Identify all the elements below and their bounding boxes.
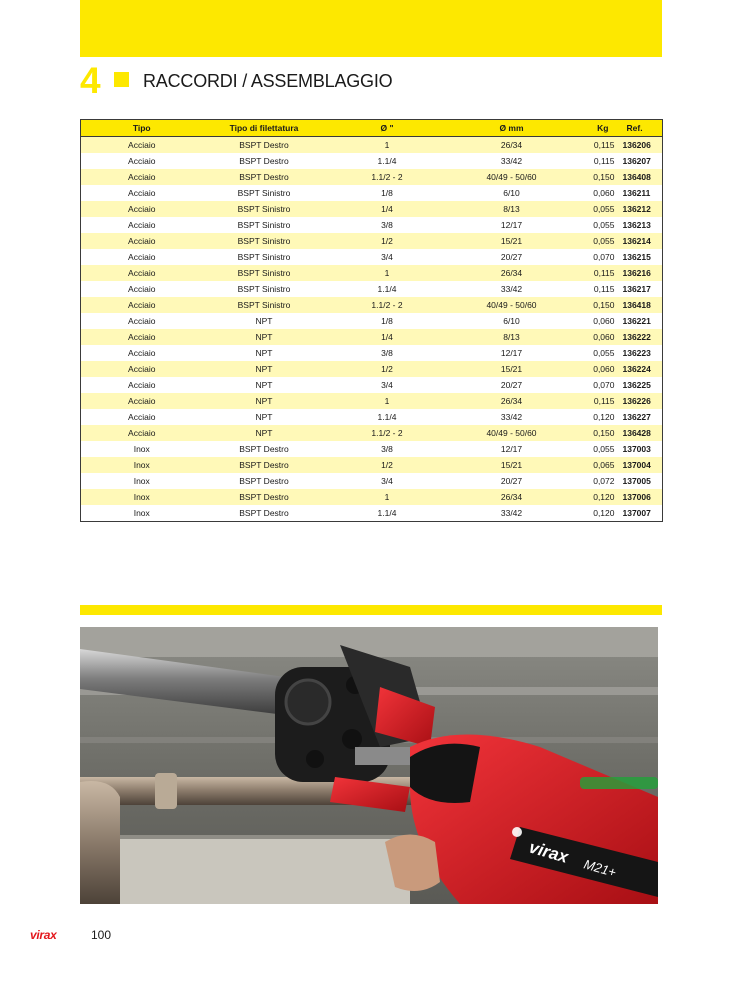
- cell-ref: 136225: [619, 377, 663, 393]
- col-header-diameter-inch: Ø ": [326, 120, 449, 137]
- cell-kg: 0,150: [575, 425, 619, 441]
- table-row: [81, 505, 663, 522]
- cell-diam-inch: 1/2: [326, 233, 449, 249]
- cell-filettatura: BSPT Destro: [203, 473, 326, 489]
- cell-diam-inch: 1.1/4: [326, 281, 449, 297]
- cell-kg: 0,120: [575, 505, 619, 522]
- cell-ref: 136214: [619, 233, 663, 249]
- cell-diam-mm: 40/49 - 50/60: [449, 297, 575, 313]
- cell-filettatura: BSPT Sinistro: [203, 281, 326, 297]
- cell-diam-inch: 1/8: [326, 313, 449, 329]
- cell-filettatura: NPT: [203, 377, 326, 393]
- cell-ref: 137006: [619, 489, 663, 505]
- virax-logo: virax: [30, 928, 57, 942]
- cell-tipo: Inox: [81, 457, 203, 473]
- cell-filettatura: NPT: [203, 361, 326, 377]
- table-row: [81, 425, 663, 441]
- cell-kg: 0,060: [575, 361, 619, 377]
- cell-ref: 136206: [619, 137, 663, 154]
- col-header-filettatura: Tipo di filettatura: [203, 120, 326, 137]
- cell-tipo: Acciaio: [81, 425, 203, 441]
- table-header-row: [81, 120, 663, 137]
- table-row: [81, 329, 663, 345]
- table-row: [81, 137, 663, 154]
- table-row: [81, 393, 663, 409]
- cell-tipo: Acciaio: [81, 297, 203, 313]
- cell-diam-mm: 15/21: [449, 361, 575, 377]
- cell-filettatura: BSPT Destro: [203, 169, 326, 185]
- cell-kg: 0,115: [575, 393, 619, 409]
- cell-diam-inch: 1/4: [326, 329, 449, 345]
- cell-tipo: Acciaio: [81, 377, 203, 393]
- cell-kg: 0,055: [575, 441, 619, 457]
- table-body: [81, 137, 663, 522]
- cell-filettatura: NPT: [203, 425, 326, 441]
- cell-kg: 0,072: [575, 473, 619, 489]
- cell-diam-inch: 3/4: [326, 473, 449, 489]
- cell-tipo: Acciaio: [81, 393, 203, 409]
- table-row: [81, 457, 663, 473]
- col-header-kg: Kg: [575, 120, 619, 137]
- fittings-table-container: [80, 119, 662, 522]
- table-row: [81, 377, 663, 393]
- table-row: [81, 345, 663, 361]
- cell-ref: 136222: [619, 329, 663, 345]
- cell-ref: 136227: [619, 409, 663, 425]
- cell-kg: 0,115: [575, 281, 619, 297]
- cell-kg: 0,065: [575, 457, 619, 473]
- cell-diam-mm: 40/49 - 50/60: [449, 169, 575, 185]
- cell-diam-mm: 26/34: [449, 137, 575, 154]
- cell-ref: 137004: [619, 457, 663, 473]
- table-row: [81, 201, 663, 217]
- mid-yellow-band: [80, 605, 662, 615]
- cell-kg: 0,115: [575, 153, 619, 169]
- cell-diam-inch: 3/4: [326, 377, 449, 393]
- cell-tipo: Acciaio: [81, 265, 203, 281]
- section-title: RACCORDI / ASSEMBLAGGIO: [143, 71, 393, 91]
- col-header-diameter-mm: Ø mm: [449, 120, 575, 137]
- cell-diam-mm: 8/13: [449, 329, 575, 345]
- cell-filettatura: BSPT Destro: [203, 457, 326, 473]
- cell-diam-mm: 33/42: [449, 153, 575, 169]
- cell-tipo: Inox: [81, 489, 203, 505]
- table-row: [81, 169, 663, 185]
- cell-diam-inch: 1/4: [326, 201, 449, 217]
- section-bullet-square: [114, 72, 129, 87]
- cell-diam-inch: 1/8: [326, 185, 449, 201]
- cell-filettatura: BSPT Destro: [203, 441, 326, 457]
- cell-diam-inch: 1.1/2 - 2: [326, 297, 449, 313]
- cell-diam-mm: 33/42: [449, 505, 575, 522]
- fittings-table: [80, 119, 663, 522]
- cell-ref: 136226: [619, 393, 663, 409]
- cell-diam-inch: 1/2: [326, 457, 449, 473]
- cell-diam-mm: 6/10: [449, 185, 575, 201]
- cell-tipo: Acciaio: [81, 313, 203, 329]
- cell-tipo: Acciaio: [81, 409, 203, 425]
- cell-diam-mm: 6/10: [449, 313, 575, 329]
- col-header-tipo: Tipo: [81, 120, 203, 137]
- cell-diam-inch: 1: [326, 489, 449, 505]
- table-row: [81, 473, 663, 489]
- table-row: [81, 185, 663, 201]
- cell-kg: 0,060: [575, 313, 619, 329]
- table-row: [81, 489, 663, 505]
- cell-ref: 136211: [619, 185, 663, 201]
- cell-filettatura: NPT: [203, 393, 326, 409]
- cell-tipo: Acciaio: [81, 137, 203, 154]
- cell-tipo: Acciaio: [81, 345, 203, 361]
- table-row: [81, 441, 663, 457]
- cell-diam-inch: 1.1/4: [326, 409, 449, 425]
- cell-diam-mm: 20/27: [449, 473, 575, 489]
- cell-ref: 136213: [619, 217, 663, 233]
- cell-diam-inch: 1: [326, 137, 449, 154]
- cell-tipo: Acciaio: [81, 249, 203, 265]
- cell-kg: 0,070: [575, 249, 619, 265]
- cell-kg: 0,115: [575, 265, 619, 281]
- cell-filettatura: BSPT Sinistro: [203, 249, 326, 265]
- cell-filettatura: NPT: [203, 345, 326, 361]
- cell-ref: 137005: [619, 473, 663, 489]
- product-photo-press-tool: [80, 627, 658, 904]
- cell-filettatura: BSPT Destro: [203, 137, 326, 154]
- table-row: [81, 313, 663, 329]
- cell-tipo: Acciaio: [81, 169, 203, 185]
- cell-diam-mm: 26/34: [449, 265, 575, 281]
- table-row: [81, 233, 663, 249]
- cell-diam-inch: 1.1/2 - 2: [326, 169, 449, 185]
- cell-diam-inch: 3/8: [326, 217, 449, 233]
- cell-diam-mm: 12/17: [449, 345, 575, 361]
- table-row: [81, 265, 663, 281]
- table-row: [81, 281, 663, 297]
- cell-kg: 0,055: [575, 345, 619, 361]
- cell-ref: 136215: [619, 249, 663, 265]
- cell-filettatura: BSPT Sinistro: [203, 201, 326, 217]
- cell-kg: 0,115: [575, 137, 619, 154]
- cell-diam-mm: 20/27: [449, 377, 575, 393]
- cell-filettatura: BSPT Sinistro: [203, 185, 326, 201]
- cell-filettatura: NPT: [203, 329, 326, 345]
- cell-diam-inch: 1: [326, 265, 449, 281]
- cell-tipo: Acciaio: [81, 185, 203, 201]
- cell-filettatura: BSPT Sinistro: [203, 233, 326, 249]
- cell-kg: 0,070: [575, 377, 619, 393]
- cell-tipo: Inox: [81, 505, 203, 522]
- cell-diam-mm: 15/21: [449, 457, 575, 473]
- cell-tipo: Acciaio: [81, 217, 203, 233]
- cell-tipo: Acciaio: [81, 153, 203, 169]
- cell-diam-mm: 12/17: [449, 217, 575, 233]
- top-yellow-band: [80, 0, 662, 57]
- cell-kg: 0,060: [575, 185, 619, 201]
- cell-diam-inch: 3/4: [326, 249, 449, 265]
- cell-diam-inch: 3/8: [326, 345, 449, 361]
- cell-filettatura: NPT: [203, 409, 326, 425]
- col-header-ref: Ref.: [619, 120, 663, 137]
- cell-diam-inch: 1.1/2 - 2: [326, 425, 449, 441]
- section-number: 4: [80, 60, 101, 101]
- cell-kg: 0,150: [575, 297, 619, 313]
- cell-filettatura: NPT: [203, 313, 326, 329]
- cell-diam-mm: 33/42: [449, 281, 575, 297]
- cell-diam-inch: 1/2: [326, 361, 449, 377]
- cell-tipo: Acciaio: [81, 329, 203, 345]
- cell-diam-mm: 12/17: [449, 441, 575, 457]
- table-row: [81, 153, 663, 169]
- photo-tool-label: virax: [526, 837, 571, 867]
- cell-diam-mm: 8/13: [449, 201, 575, 217]
- cell-tipo: Acciaio: [81, 233, 203, 249]
- cell-diam-mm: 26/34: [449, 393, 575, 409]
- table-row: [81, 217, 663, 233]
- cell-filettatura: BSPT Destro: [203, 505, 326, 522]
- cell-diam-inch: 3/8: [326, 441, 449, 457]
- cell-ref: 136428: [619, 425, 663, 441]
- table-row: [81, 409, 663, 425]
- cell-kg: 0,150: [575, 169, 619, 185]
- table-row: [81, 297, 663, 313]
- cell-filettatura: BSPT Sinistro: [203, 217, 326, 233]
- cell-tipo: Inox: [81, 473, 203, 489]
- cell-kg: 0,055: [575, 233, 619, 249]
- table-row: [81, 361, 663, 377]
- cell-tipo: Acciaio: [81, 361, 203, 377]
- cell-diam-mm: 40/49 - 50/60: [449, 425, 575, 441]
- cell-ref: 136408: [619, 169, 663, 185]
- table-row: [81, 249, 663, 265]
- cell-filettatura: BSPT Destro: [203, 153, 326, 169]
- cell-ref: 136216: [619, 265, 663, 281]
- cell-ref: 136212: [619, 201, 663, 217]
- photo-tool-model: M21+: [582, 856, 618, 880]
- page-number: 100: [91, 928, 112, 942]
- cell-tipo: Inox: [81, 441, 203, 457]
- cell-ref: 136207: [619, 153, 663, 169]
- cell-filettatura: BSPT Sinistro: [203, 297, 326, 313]
- cell-kg: 0,060: [575, 329, 619, 345]
- cell-filettatura: BSPT Sinistro: [203, 265, 326, 281]
- cell-kg: 0,120: [575, 489, 619, 505]
- cell-diam-mm: 15/21: [449, 233, 575, 249]
- cell-filettatura: BSPT Destro: [203, 489, 326, 505]
- cell-diam-mm: 33/42: [449, 409, 575, 425]
- cell-diam-mm: 20/27: [449, 249, 575, 265]
- cell-ref: 137007: [619, 505, 663, 522]
- cell-tipo: Acciaio: [81, 281, 203, 297]
- cell-ref: 136221: [619, 313, 663, 329]
- cell-diam-inch: 1.1/4: [326, 505, 449, 522]
- cell-ref: 137003: [619, 441, 663, 457]
- cell-kg: 0,055: [575, 217, 619, 233]
- cell-ref: 136224: [619, 361, 663, 377]
- cell-ref: 136418: [619, 297, 663, 313]
- cell-diam-inch: 1.1/4: [326, 153, 449, 169]
- cell-ref: 136217: [619, 281, 663, 297]
- cell-kg: 0,120: [575, 409, 619, 425]
- cell-diam-inch: 1: [326, 393, 449, 409]
- cell-tipo: Acciaio: [81, 201, 203, 217]
- cell-diam-mm: 26/34: [449, 489, 575, 505]
- cell-ref: 136223: [619, 345, 663, 361]
- cell-kg: 0,055: [575, 201, 619, 217]
